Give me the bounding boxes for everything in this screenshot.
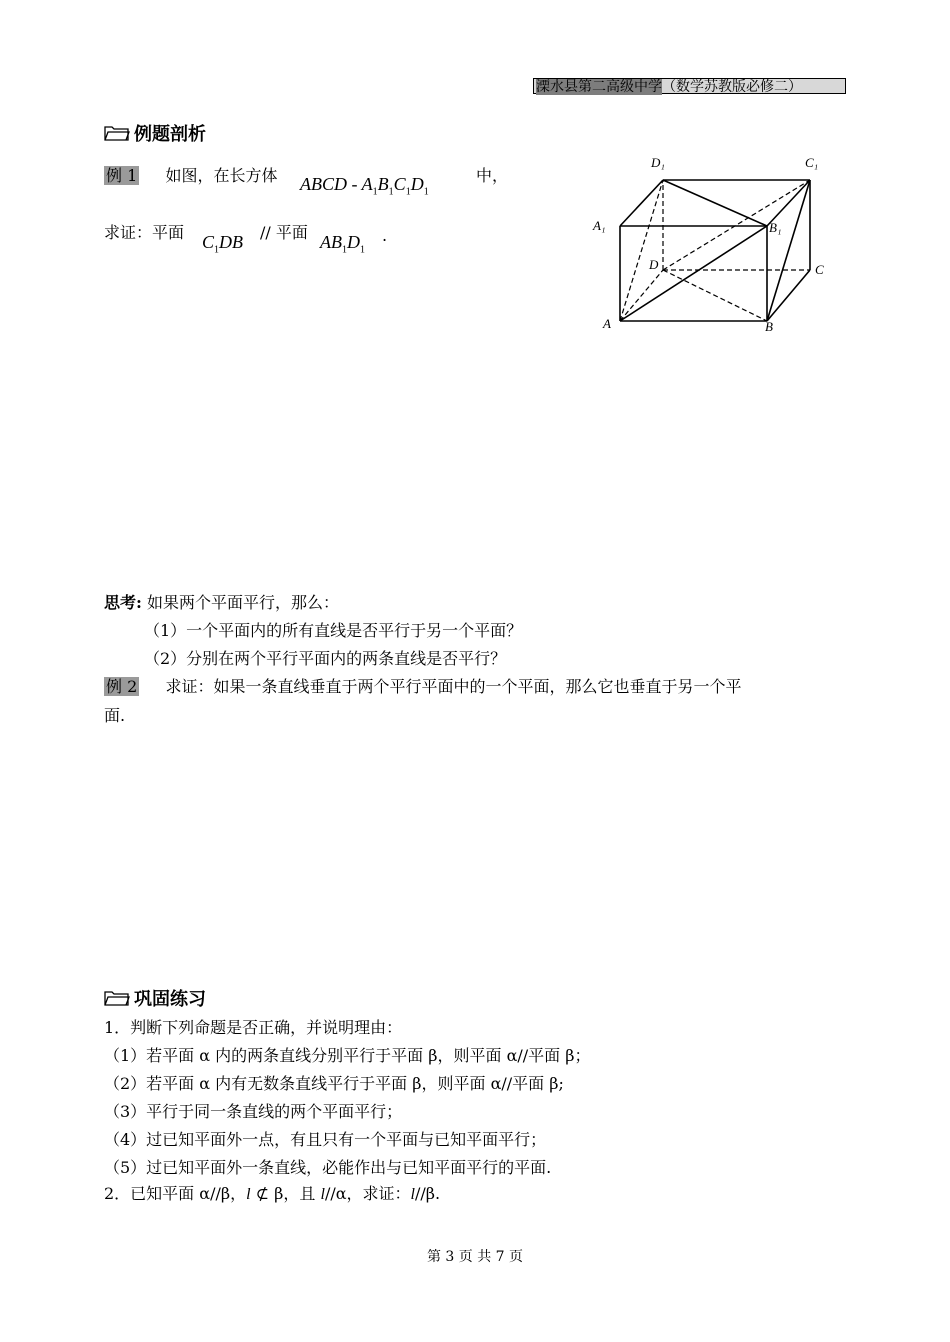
example1-text: 如图，在长方体 xyxy=(165,166,278,185)
example1-prove-b: // 平面 xyxy=(260,223,308,242)
example2-text: 求证：如果一条直线垂直于两个平行平面中的一个平面，那么它也垂直于另一个平 xyxy=(165,677,742,696)
exercise1-title: 1．判断下列命题是否正确，并说明理由： xyxy=(104,1018,403,1037)
hidden-DB xyxy=(663,270,767,321)
edge-BC xyxy=(767,270,810,321)
example1-line1 xyxy=(104,163,277,186)
example2-line1 xyxy=(104,674,741,697)
example2-tag: 例 2 xyxy=(106,677,138,696)
label-A1: A₁ xyxy=(593,218,606,233)
think-q2: （2）分别在两个平行平面内的两条直线是否平行？ xyxy=(144,649,507,668)
example1-tag: 例 1 xyxy=(106,166,138,185)
exercise1-item-4: （4）过已知平面外一点，有且只有一个平面与已知平面平行； xyxy=(104,1130,547,1149)
folder-icon xyxy=(104,989,130,1007)
hidden-DC1 xyxy=(663,180,810,270)
segment-D1B1 xyxy=(663,180,767,226)
exercise2-l3: l xyxy=(410,1186,415,1203)
section-title-text: 巩固练习 xyxy=(134,989,206,1010)
think-label: 思考: xyxy=(104,593,142,612)
example1-plane1: $C_1DB$ xyxy=(202,232,244,256)
hidden-AD xyxy=(620,270,663,321)
label-D1: D₁ xyxy=(651,155,665,170)
example1-plane2: $AB_1D_1$ xyxy=(320,232,365,256)
example1-solid: ABCD - $A_1B_1C_1D_1$ xyxy=(300,174,429,198)
exercise1-item-3: （3）平行于同一条直线的两个平面平行； xyxy=(104,1102,403,1121)
section-title-examples xyxy=(104,120,206,146)
cuboid-figure xyxy=(585,148,845,338)
label-C: C xyxy=(815,262,824,277)
exercise2-b: ⊄ β，且 xyxy=(250,1184,321,1203)
label-B: B xyxy=(765,319,773,334)
header-book: （数学苏教版必修二） xyxy=(662,79,802,95)
example1-text-b: 中， xyxy=(476,166,509,185)
exercise2-a: 2．已知平面 α//β， xyxy=(104,1184,247,1203)
label-A: A xyxy=(603,316,611,331)
folder-icon xyxy=(104,124,130,142)
header-school: 溧水县第二高级中学 xyxy=(536,79,662,95)
segment-AB1 xyxy=(620,226,767,321)
exercise1-item-5: （5）过已知平面外一条直线，必能作出与已知平面平行的平面. xyxy=(104,1158,552,1177)
exercise2-l2: l xyxy=(320,1186,325,1203)
example1-prove-c: . xyxy=(382,226,388,245)
think-line xyxy=(104,590,339,613)
label-C1: C₁ xyxy=(805,155,819,170)
exercise1-item-2: （2）若平面 α 内有无数条直线平行于平面 β，则平面 α//平面 β; xyxy=(104,1074,564,1093)
example1-prove-a: 求证：平面 xyxy=(104,223,185,242)
section-title-practice xyxy=(104,985,206,1011)
exercise1-item-1: （1）若平面 α 内的两条直线分别平行于平面 β，则平面 α//平面 β； xyxy=(104,1046,591,1065)
example2-line2: 面. xyxy=(104,706,126,725)
page-footer: 第 3 页 共 7 页 xyxy=(426,1249,524,1265)
exercise2-c: //α，求证： xyxy=(324,1184,411,1203)
hidden-AD1 xyxy=(620,180,663,321)
label-D: D xyxy=(649,257,659,272)
segment-BC1 xyxy=(767,180,810,321)
exercise2-d: //β. xyxy=(414,1184,441,1203)
section-title-text: 例题剖析 xyxy=(134,124,206,145)
label-B1: B₁ xyxy=(769,220,782,235)
exercise2-l1: l xyxy=(246,1186,251,1203)
think-text: 如果两个平面平行，那么： xyxy=(147,593,340,612)
think-q1: （1）一个平面内的所有直线是否平行于另一个平面？ xyxy=(144,621,523,640)
exercise2 xyxy=(104,1181,440,1204)
header-banner xyxy=(533,78,846,94)
